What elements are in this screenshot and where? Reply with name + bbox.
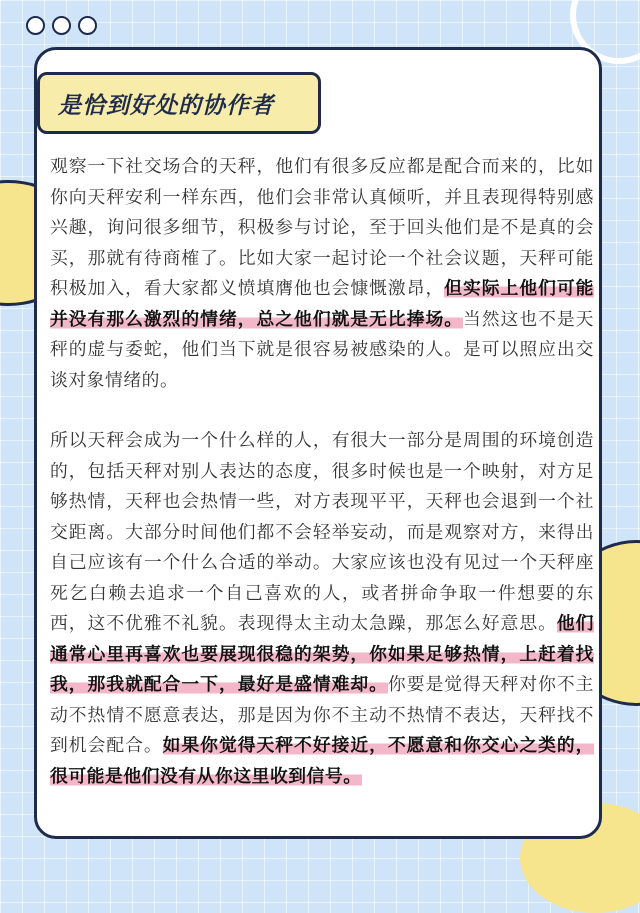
paragraph-1 [50, 152, 594, 396]
window-dots [26, 16, 97, 35]
window-dot-icon [52, 16, 71, 35]
text-segment: 所以天秤会成为一个什么样的人，有很大一部分是周围的环境创造的，包括天秤对别人表达的态度，很多时候也是一个映射，对方足够热情，天秤也会热情一些，对方表现平平，天秤也会退到一个社交距离。大部分时间他们都不会轻举妄动，而是观察对方，来得出自己应该有一个什么合适的举动。大家应该也没有见过一个天秤座死乞白赖去追求一个自己喜欢的人，或者拼命争取一件想要的东西，这不优雅不礼貌。表现得太主动太急躁，那怎么好意思。 [50, 430, 594, 634]
window-dot-icon [78, 16, 97, 35]
article-body [50, 152, 594, 822]
window-dot-icon [26, 16, 45, 35]
page-title: 是恰到好处的协作者 [58, 92, 274, 119]
paragraph-2 [50, 426, 594, 792]
text-segment: 你要是觉得天秤对你不主动不热情不愿意表达，那是因为你不主动不热情不表达，天秤找不到机会配合。 [50, 674, 594, 756]
highlighted-text: 如果你觉得天秤不好接近，不愿意和你交心之类的，很可能是他们没有从你这里收到信号。 [50, 735, 594, 787]
highlighted-text: 他们通常心里再喜欢也要展现很稳的架势，你如果足够热情，上赶着找我，那我就配合一下，最好是盛情难却。 [50, 613, 594, 695]
text-segment: 当然这也不是天秤的虚与委蛇，他们当下就是很容易被感染的人。是可以照应出交谈对象情绪的。 [50, 308, 594, 391]
text-segment: 观察一下社交场合的天秤，他们有很多反应都是配合而来的，比如你向天秤安利一样东西，他们会非常认真倾听，并且表现得特别感兴趣，询问很多细节，积极参与讨论，至于回头他们是不是真的会买，那就有待商榷了。比如大家一起讨论一个社会议题，天秤可能积极加入，看大家都义愤填膺他也会慷慨激昂， [50, 156, 594, 299]
highlighted-text: 但实际上他们可能并没有那么激烈的情绪，总之他们就是无比捧场。 [50, 278, 594, 330]
title-banner [37, 72, 321, 134]
